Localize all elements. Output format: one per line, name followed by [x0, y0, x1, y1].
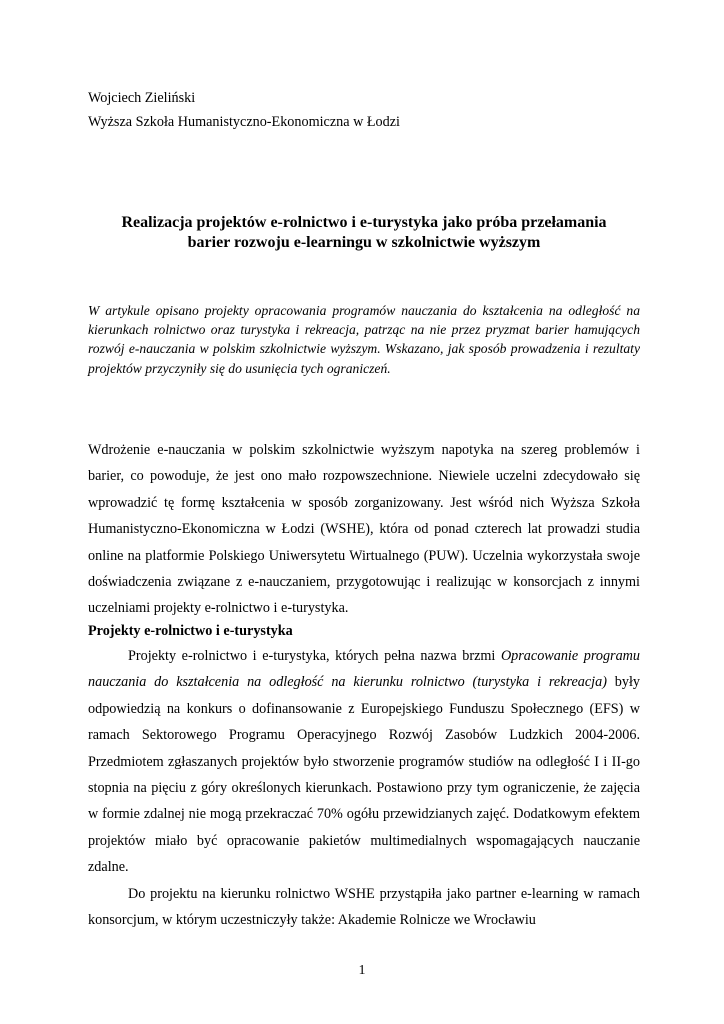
page-number: 1 [358, 963, 366, 978]
project-full-name: Opracowanie programu nauczania do kształcenia na odległość na kierunku rolnictwo (turystyka i rekreacja) [88, 648, 640, 691]
section-body [88, 643, 640, 933]
author-affiliation: Wyższa Szkoła Humanistyczno-Ekonomiczna w Łodzi [88, 114, 400, 130]
section-p1-start: Projekty e-rolnictwo i e-turystyka, których pełna nazwa brzmi [128, 648, 501, 664]
abstract: W artykule opisano projekty opracowania programów nauczania do kształcenia na odległość na kierunkach rolnictwo oraz turystyka i rekreacja, patrząc na nie przez pryzmat barier hamujących rozwój e-nauczania w polskim szkolnictwie wyższym. Wskazano, jak sposób prowadzenia i rezultaty projektów przyczyniły się do usunięcia tych ograniczeń. [88, 303, 640, 376]
title-line-1: Realizacja projektów e-rolnictwo i e-turystyka jako próba przełamania [121, 214, 607, 231]
title-line-2: barier rozwoju e-learningu w szkolnictwie wyższym [187, 234, 541, 251]
section-heading: Projekty e-rolnictwo i e-turystyka [88, 623, 293, 639]
paper-title [88, 213, 640, 253]
intro-paragraph: Wdrożenie e-nauczania w polskim szkolnictwie wyższym napotyka na szereg problemów i barier, co powoduje, że jest ono mało rozpowszechnione. Niewiele uczelni zdecydowało się wprowadzić tę formę kształcenia w sposób zorganizowany. Jest wśród nich Wyższa Szkoła Humanistyczno-Ekonomiczna w Łodzi (WSHE), która od ponad czterech lat prowadzi studia online na platformie Polskiego Uniwersytetu Wirtualnego (PUW). Uczelnia wykorzystała swoje doświadczenia związane z e-nauczaniem, przygotowując i realizując w konsorcjach z innymi uczelniami projekty e-rolnictwo i e-turystyka. [88, 442, 640, 617]
section-paragraph-2: Do projektu na kierunku rolnictwo WSHE przystąpiła jako partner e-learning w ramach konsorcjum, w którym uczestniczyły także: Akademie Rolnicze we Wrocławiu [88, 885, 640, 929]
section-p1-end: były odpowiedzią na konkurs o dofinansowanie z Europejskiego Funduszu Społecznego (EFS) w ramach Sektorowego Programu Operacyjnego Rozwój Zasobów Ludzkich 2004-2006. Przedmiotem zgłaszanych projektów było stworzenie programów studiów na odległość I i II-go stopnia na pięciu z góry określonych kierunkach. Postawiono przy tym ograniczenie, że zajęcia w formie zdalnej nie mogą przekraczać 70% ogółu przewidzianych zajęć. Dodatkowym efektem projektów miało być opracowanie pakietów multimedialnych wspomagających nauczanie zdalne. [88, 674, 640, 876]
section-paragraph-1 [88, 643, 640, 881]
author-name: Wojciech Zieliński [88, 90, 196, 106]
